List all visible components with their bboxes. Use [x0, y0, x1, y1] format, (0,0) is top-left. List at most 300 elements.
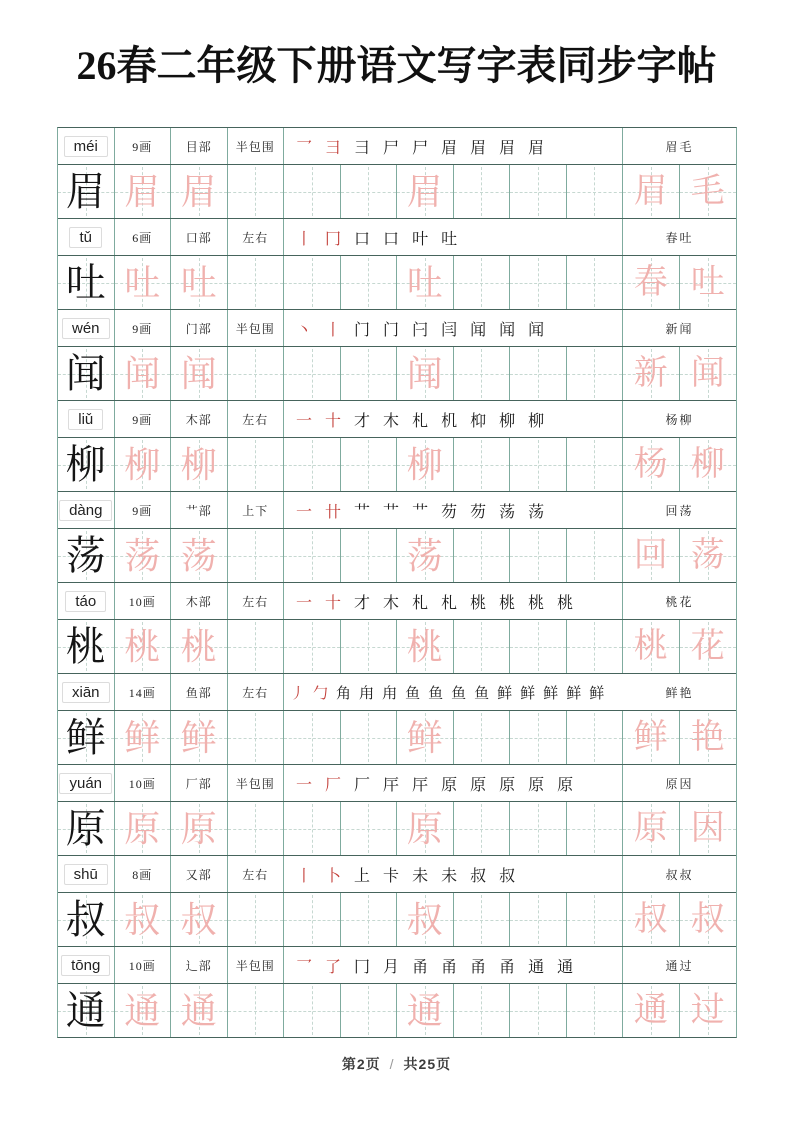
pinyin-label: yuán [59, 773, 112, 794]
radical-label: 鱼部 [171, 674, 228, 710]
practice-cell [284, 711, 341, 764]
character-block [58, 947, 736, 1037]
trace-character: 柳 [124, 444, 161, 485]
structure-label: 左右 [228, 674, 285, 710]
trace-word-character: 闻 [690, 354, 725, 392]
practice-cell [58, 347, 115, 400]
trace-character: 通 [406, 990, 443, 1031]
stroke-order-step: 鱼 [405, 685, 421, 702]
practice-cell [115, 984, 172, 1037]
stroke-count-label: 14画 [115, 674, 172, 710]
stroke-order-step: 月 [383, 958, 400, 976]
practice-cell [228, 802, 285, 855]
stroke-order-sequence [284, 401, 623, 437]
practice-cell [510, 165, 567, 218]
stroke-count-label: 9画 [115, 310, 172, 346]
stroke-order-step: 甬 [441, 958, 458, 976]
radical-label: 又部 [171, 856, 228, 892]
stroke-order-step: 叶 [412, 230, 429, 248]
pinyin-cell [58, 219, 115, 255]
structure-label: 左右 [228, 856, 285, 892]
word-practice-cell [623, 529, 680, 582]
practice-cell [115, 438, 172, 491]
stroke-order-step: 鲜 [497, 685, 513, 702]
model-character: 荡 [65, 532, 106, 578]
stroke-order-sequence [284, 128, 623, 164]
practice-row [58, 347, 736, 400]
stroke-order-step: 十 [325, 594, 342, 612]
practice-cell [397, 165, 454, 218]
practice-cell [510, 529, 567, 582]
word-practice-cell [680, 802, 737, 855]
practice-cell [454, 893, 511, 946]
practice-row [58, 256, 736, 309]
trace-character: 通 [180, 990, 217, 1031]
stroke-order-step: 彐 [325, 139, 342, 157]
radical-label: 辶部 [171, 947, 228, 983]
stroke-order-step: 闻 [470, 321, 487, 339]
stroke-order-step: 口 [354, 230, 371, 248]
stroke-order-step: 荡 [499, 503, 516, 521]
practice-cell [510, 802, 567, 855]
character-block [58, 219, 736, 310]
practice-cell [397, 893, 454, 946]
trace-character: 原 [180, 808, 217, 849]
character-block [58, 856, 736, 947]
page-footer [0, 1054, 793, 1074]
practice-cell [397, 711, 454, 764]
stroke-order-step: 眉 [470, 139, 487, 157]
practice-cell [58, 802, 115, 855]
practice-cell [567, 711, 624, 764]
practice-cell [341, 256, 398, 309]
practice-cell [510, 438, 567, 491]
stroke-order-step: 彐 [354, 139, 371, 157]
stroke-order-step: 甪 [359, 685, 375, 702]
trace-word-character: 桃 [633, 627, 668, 665]
stroke-order-step: 原 [470, 776, 487, 794]
stroke-count-label: 9画 [115, 401, 172, 437]
stroke-order-step: 尸 [412, 139, 429, 157]
practice-cell [341, 711, 398, 764]
practice-cell [284, 984, 341, 1037]
footer-separator: / [389, 1056, 395, 1072]
stroke-order-step: 鱼 [428, 685, 444, 702]
stroke-order-step: 门 [383, 321, 400, 339]
trace-character: 吐 [406, 262, 443, 303]
stroke-order-step: 甬 [412, 958, 429, 976]
practice-cell [284, 620, 341, 673]
stroke-order-step: 未 [441, 867, 458, 885]
practice-cell [454, 438, 511, 491]
stroke-count-label: 6画 [115, 219, 172, 255]
radical-label: 口部 [171, 219, 228, 255]
page-title: 26春二年级下册语文写字表同步字帖 [76, 43, 717, 88]
word-label: 鲜艳 [665, 685, 694, 700]
practice-cell [171, 984, 228, 1037]
word-label: 眉毛 [665, 139, 694, 154]
trace-character: 通 [124, 990, 161, 1031]
trace-character: 叔 [180, 899, 217, 940]
stroke-order-step: 桃 [557, 594, 574, 612]
stroke-count-label: 10画 [115, 765, 172, 801]
trace-character: 鲜 [406, 717, 443, 758]
word-practice-cell [680, 438, 737, 491]
practice-cell [228, 256, 285, 309]
model-character: 鲜 [65, 714, 106, 760]
stroke-order-step: 一 [296, 412, 313, 430]
structure-label: 左右 [228, 401, 285, 437]
trace-word-character: 柳 [690, 445, 725, 483]
pinyin-label: xiān [62, 682, 110, 703]
stroke-order-step: 鱼 [451, 685, 467, 702]
practice-cell [567, 529, 624, 582]
stroke-order-step: 才 [354, 412, 371, 430]
practice-cell [58, 438, 115, 491]
structure-label: 半包围 [228, 310, 285, 346]
word-practice-cell [680, 620, 737, 673]
footer-current-page: 第2页 [341, 1056, 381, 1072]
word-practice-cell [623, 711, 680, 764]
practice-cell [228, 893, 285, 946]
practice-cell [284, 529, 341, 582]
stroke-order-step: 鲜 [543, 685, 559, 702]
stroke-order-step: 木 [383, 412, 400, 430]
structure-label: 半包围 [228, 947, 285, 983]
character-info-row [58, 947, 736, 984]
practice-cell [284, 802, 341, 855]
practice-cell [510, 893, 567, 946]
trace-character: 荡 [406, 535, 443, 576]
pinyin-cell [58, 492, 115, 528]
stroke-order-step: 乛 [296, 139, 313, 157]
trace-character: 闻 [180, 353, 217, 394]
stroke-order-step: 札 [412, 594, 429, 612]
practice-cell [397, 529, 454, 582]
practice-cell [284, 347, 341, 400]
radical-label: 目部 [171, 128, 228, 164]
stroke-order-step: 才 [354, 594, 371, 612]
trace-character: 眉 [180, 171, 217, 212]
trace-character: 桃 [124, 626, 161, 667]
trace-character: 荡 [124, 535, 161, 576]
character-block [58, 674, 736, 765]
word-label: 桃花 [665, 594, 694, 609]
practice-cell [228, 529, 285, 582]
pinyin-cell [58, 128, 115, 164]
practice-cell [115, 802, 172, 855]
stroke-order-step: 叔 [499, 867, 516, 885]
stroke-order-sequence [284, 219, 623, 255]
trace-word-character: 荡 [690, 536, 725, 574]
stroke-order-step: 厂 [354, 776, 371, 794]
stroke-order-step: 艹 [412, 503, 429, 521]
stroke-order-step: 原 [557, 776, 574, 794]
practice-cell [567, 438, 624, 491]
radical-label: 木部 [171, 401, 228, 437]
stroke-order-step: 一 [296, 503, 313, 521]
word-practice-cell [680, 165, 737, 218]
stroke-order-step: 厈 [412, 776, 429, 794]
practice-cell [171, 802, 228, 855]
pinyin-label: táo [65, 591, 106, 612]
stroke-order-step: 眉 [528, 139, 545, 157]
practice-cell [454, 347, 511, 400]
stroke-order-step: 厈 [383, 776, 400, 794]
character-info-row [58, 583, 736, 620]
trace-character: 叔 [406, 899, 443, 940]
practice-row [58, 893, 736, 946]
character-block [58, 765, 736, 856]
structure-label: 左右 [228, 583, 285, 619]
stroke-order-step: 木 [383, 594, 400, 612]
pinyin-label: tǔ [69, 227, 102, 248]
pinyin-label: wén [62, 318, 110, 339]
stroke-order-step: 柳 [499, 412, 516, 430]
trace-word-character: 眉 [633, 172, 668, 210]
word-practice-cell [623, 984, 680, 1037]
practice-cell [454, 620, 511, 673]
word-practice-cell [623, 165, 680, 218]
trace-character: 吐 [180, 262, 217, 303]
word-label: 杨柳 [665, 412, 694, 427]
practice-cell [284, 165, 341, 218]
stroke-order-step: 闻 [528, 321, 545, 339]
stroke-order-step: 乛 [296, 958, 313, 976]
practice-cell [58, 711, 115, 764]
stroke-order-step: 札 [441, 594, 458, 612]
practice-cell [567, 347, 624, 400]
practice-cell [58, 256, 115, 309]
stroke-order-step: 卜 [325, 867, 342, 885]
practice-cell [171, 347, 228, 400]
stroke-count-label: 9画 [115, 492, 172, 528]
pinyin-label: shū [64, 864, 108, 885]
trace-character: 原 [406, 808, 443, 849]
word-practice-cell [680, 256, 737, 309]
structure-label: 半包围 [228, 128, 285, 164]
practice-cell [567, 165, 624, 218]
stroke-order-step: 丨 [296, 867, 313, 885]
practice-cell [341, 438, 398, 491]
practice-cell [341, 620, 398, 673]
stroke-order-step: 卡 [383, 867, 400, 885]
practice-cell [341, 165, 398, 218]
stroke-count-label: 10画 [115, 583, 172, 619]
stroke-order-step: 荡 [528, 503, 545, 521]
trace-character: 柳 [180, 444, 217, 485]
stroke-order-step: 甬 [470, 958, 487, 976]
stroke-order-sequence [284, 856, 623, 892]
character-info-row [58, 401, 736, 438]
practice-cell [397, 620, 454, 673]
practice-cell [454, 711, 511, 764]
trace-word-character: 杨 [633, 445, 668, 483]
word-label: 春吐 [665, 230, 694, 245]
practice-cell [228, 984, 285, 1037]
practice-cell [228, 347, 285, 400]
word-practice-cell [680, 984, 737, 1037]
stroke-order-step: 通 [528, 958, 545, 976]
model-character: 眉 [65, 168, 106, 214]
practice-cell [115, 165, 172, 218]
trace-word-character: 新 [633, 354, 668, 392]
practice-cell [58, 893, 115, 946]
stroke-order-step: 十 [325, 412, 342, 430]
stroke-order-step: 原 [528, 776, 545, 794]
practice-cell [228, 438, 285, 491]
character-block [58, 401, 736, 492]
pinyin-label: méi [64, 136, 108, 157]
practice-cell [171, 620, 228, 673]
practice-cell [454, 529, 511, 582]
structure-label: 左右 [228, 219, 285, 255]
stroke-order-step: 门 [354, 321, 371, 339]
stroke-order-step: 卄 [325, 503, 342, 521]
practice-cell [341, 347, 398, 400]
practice-cell [284, 893, 341, 946]
stroke-order-step: 枊 [470, 412, 487, 430]
trace-character: 叔 [124, 899, 161, 940]
practice-cell [228, 165, 285, 218]
stroke-order-step: 闫 [441, 321, 458, 339]
trace-character: 吐 [124, 262, 161, 303]
word-practice-cell [623, 256, 680, 309]
stroke-order-sequence [284, 492, 623, 528]
word-practice-cell [623, 620, 680, 673]
stroke-order-step: 甬 [499, 958, 516, 976]
stroke-order-step: 桃 [528, 594, 545, 612]
trace-word-character: 因 [690, 809, 725, 847]
pinyin-label: dàng [59, 500, 112, 521]
pinyin-label: liǔ [68, 409, 103, 430]
trace-word-character: 过 [690, 991, 725, 1029]
stroke-order-step: 桃 [499, 594, 516, 612]
practice-cell [284, 256, 341, 309]
trace-character: 闻 [124, 353, 161, 394]
stroke-order-step: 鱼 [474, 685, 490, 702]
model-character: 闻 [65, 350, 106, 396]
stroke-order-step: 柳 [528, 412, 545, 430]
practice-cell [171, 438, 228, 491]
practice-row [58, 620, 736, 673]
stroke-order-step: 冂 [325, 230, 342, 248]
practice-cell [115, 620, 172, 673]
stroke-order-step: 札 [412, 412, 429, 430]
stroke-order-step: 丨 [325, 321, 342, 339]
pinyin-cell [58, 856, 115, 892]
practice-row [58, 165, 736, 218]
stroke-order-step: 机 [441, 412, 458, 430]
practice-row [58, 438, 736, 491]
stroke-order-step: 闻 [499, 321, 516, 339]
trace-character: 桃 [180, 626, 217, 667]
trace-word-character: 叔 [633, 900, 668, 938]
practice-cell [58, 165, 115, 218]
stroke-order-step: 厂 [325, 776, 342, 794]
practice-cell [567, 984, 624, 1037]
word-practice-cell [623, 438, 680, 491]
practice-cell [341, 984, 398, 1037]
stroke-order-step: 了 [325, 958, 342, 976]
practice-cell [115, 711, 172, 764]
stroke-order-step: 勹 [313, 685, 329, 702]
stroke-order-sequence [284, 583, 623, 619]
practice-row [58, 802, 736, 855]
character-info-row [58, 128, 736, 165]
practice-cell [171, 529, 228, 582]
trace-word-character: 通 [633, 991, 668, 1029]
stroke-order-step: 丶 [296, 321, 313, 339]
character-block [58, 128, 736, 219]
practice-cell [115, 256, 172, 309]
stroke-order-step: 一 [296, 594, 313, 612]
stroke-order-step: 芴 [441, 503, 458, 521]
trace-word-character: 毛 [690, 172, 725, 210]
trace-word-character: 花 [690, 627, 725, 665]
trace-word-character: 春 [633, 263, 668, 301]
word-label: 叔叔 [665, 867, 694, 882]
structure-label: 半包围 [228, 765, 285, 801]
stroke-order-step: 冂 [354, 958, 371, 976]
practice-cell [115, 893, 172, 946]
character-info-row [58, 856, 736, 893]
stroke-count-label: 9画 [115, 128, 172, 164]
practice-cell [454, 984, 511, 1037]
stroke-count-label: 10画 [115, 947, 172, 983]
model-character: 叔 [65, 896, 106, 942]
stroke-order-step: 眉 [441, 139, 458, 157]
word-label: 回荡 [665, 503, 694, 518]
practice-cell [171, 256, 228, 309]
stroke-order-step: 鲜 [520, 685, 536, 702]
practice-cell [454, 256, 511, 309]
stroke-order-sequence [284, 765, 623, 801]
practice-cell [454, 802, 511, 855]
trace-word-character: 艳 [690, 718, 725, 756]
stroke-order-step: 闩 [412, 321, 429, 339]
word-practice-cell [680, 893, 737, 946]
practice-cell [115, 347, 172, 400]
stroke-order-step: 原 [441, 776, 458, 794]
trace-character: 闻 [406, 353, 443, 394]
trace-character: 柳 [406, 444, 443, 485]
stroke-order-sequence [284, 947, 623, 983]
stroke-order-step: 吐 [441, 230, 458, 248]
practice-cell [510, 347, 567, 400]
character-info-row [58, 765, 736, 802]
pinyin-cell [58, 674, 115, 710]
model-character: 柳 [65, 441, 106, 487]
character-block [58, 583, 736, 674]
practice-cell [58, 620, 115, 673]
stroke-order-step: 角 [336, 685, 352, 702]
practice-cell [567, 893, 624, 946]
trace-character: 鲜 [180, 717, 217, 758]
character-info-row [58, 310, 736, 347]
practice-cell [510, 620, 567, 673]
stroke-order-step: 丨 [296, 230, 313, 248]
model-character: 吐 [65, 259, 106, 305]
model-character: 通 [65, 987, 106, 1033]
practice-cell [171, 711, 228, 764]
footer-total-pages: 共25页 [403, 1056, 452, 1072]
stroke-order-step: 尸 [383, 139, 400, 157]
trace-character: 荡 [180, 535, 217, 576]
practice-row [58, 984, 736, 1037]
practice-cell [567, 620, 624, 673]
practice-cell [510, 984, 567, 1037]
